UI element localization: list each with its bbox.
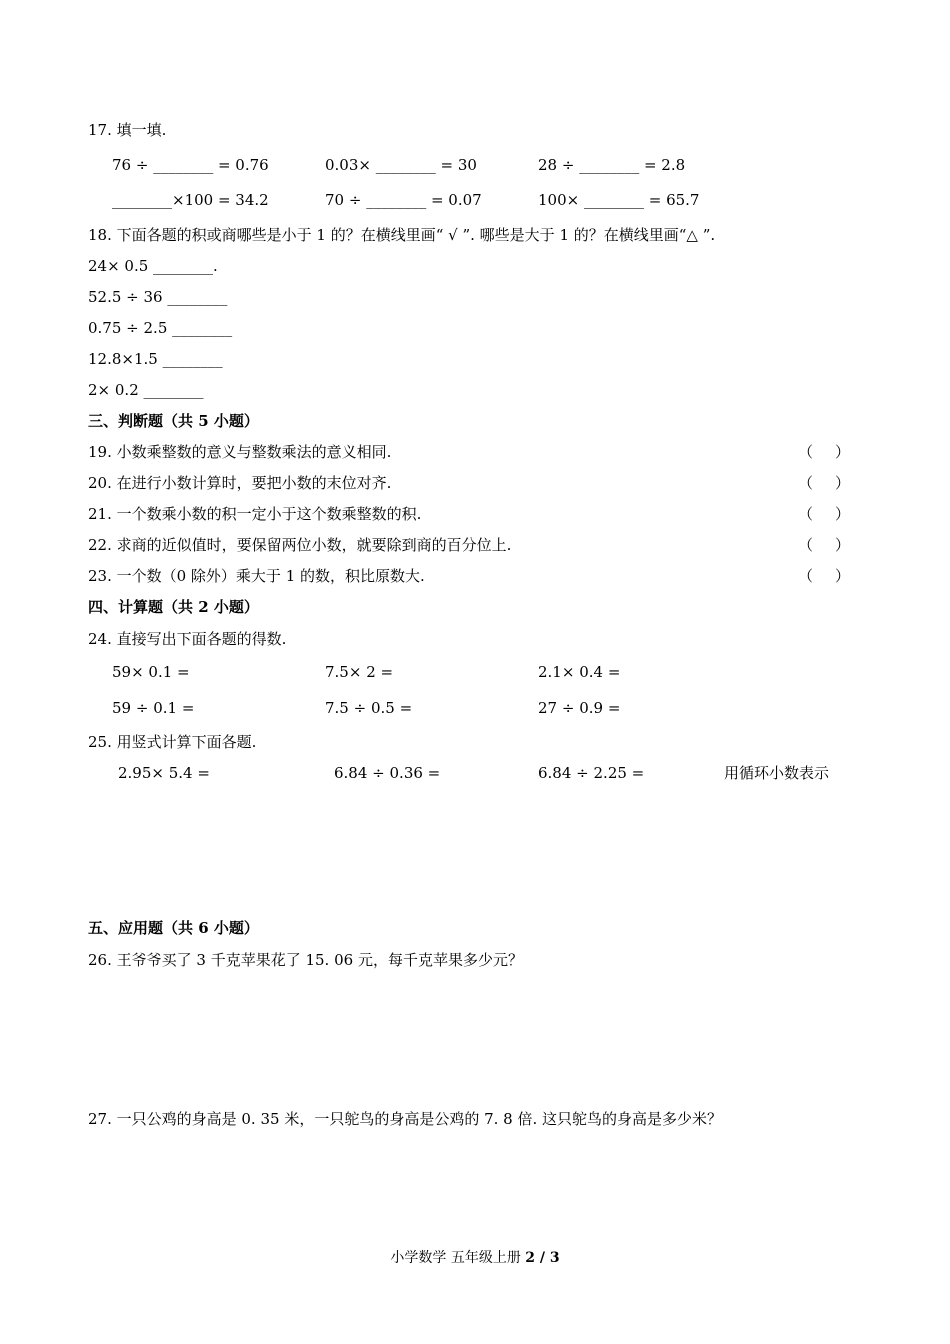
q17-title: 17. 填一填. [88, 121, 167, 139]
q25-item-2: 6.84 ÷ 0.36 = [334, 764, 441, 782]
q23-answer-parens: （ ） [798, 567, 850, 585]
q22-answer-parens: （ ） [798, 536, 850, 554]
q17-blank-2: 0.03× ________ = 30 [325, 156, 477, 174]
q24-item-1: 59× 0.1 = [112, 663, 190, 681]
q17-blank-1: 76 ÷ ________ = 0.76 [112, 156, 269, 174]
q24-title: 24. 直接写出下面各题的得数. [88, 630, 287, 648]
q25-item-1: 2.95× 5.4 = [118, 764, 210, 782]
q24-item-5: 7.5 ÷ 0.5 = [325, 699, 413, 717]
q18-title: 18. 下面各题的积或商哪些是小于 1 的？在横线里画“ √ ”. 哪些是大于 1 的？在横线里画“△ ”. [88, 226, 716, 244]
q20-text: 20. 在进行小数计算时，要把小数的末位对齐. [88, 474, 392, 492]
q21-text: 21. 一个数乘小数的积一定小于这个数乘整数的积. [88, 505, 422, 523]
q21-answer-parens: （ ） [798, 505, 850, 523]
q17-blank-4: ________×100 = 34.2 [112, 191, 269, 209]
q27-text: 27. 一只公鸡的身高是 0. 35 米，一只鸵鸟的身高是公鸡的 7. 8 倍. 这只鸵鸟的身高是多少米？ [88, 1110, 723, 1128]
q25-note: 用循环小数表示 [724, 764, 830, 782]
q24-item-4: 59 ÷ 0.1 = [112, 699, 195, 717]
section4-heading: 四、计算题（共 2 小题） [88, 598, 259, 616]
q17-blank-6: 100× ________ = 65.7 [538, 191, 700, 209]
q17-blank-5: 70 ÷ ________ = 0.07 [325, 191, 482, 209]
footer-text: 小学数学 五年级上册 [390, 1250, 526, 1266]
q24-item-2: 7.5× 2 = [325, 663, 394, 681]
q26-text: 26. 王爷爷买了 3 千克苹果花了 15. 06 元，每千克苹果多少元？ [88, 951, 523, 969]
q17-blank-3: 28 ÷ ________ = 2.8 [538, 156, 686, 174]
q18-item-4: 12.8×1.5 ________ [88, 350, 223, 368]
q18-item-5: 2× 0.2 ________ [88, 381, 204, 399]
q24-item-6: 27 ÷ 0.9 = [538, 699, 621, 717]
q20-answer-parens: （ ） [798, 474, 850, 492]
page-footer [0, 1247, 950, 1267]
q22-text: 22. 求商的近似值时，要保留两位小数，就要除到商的百分位上. [88, 536, 512, 554]
q19-text: 19. 小数乘整数的意义与整数乘法的意义相同. [88, 443, 392, 461]
q24-item-3: 2.1× 0.4 = [538, 663, 621, 681]
section3-heading: 三、判断题（共 5 小题） [88, 412, 259, 430]
q25-item-3: 6.84 ÷ 2.25 = [538, 764, 645, 782]
q18-item-2: 52.5 ÷ 36 ________ [88, 288, 228, 306]
q19-answer-parens: （ ） [798, 443, 850, 461]
section5-heading: 五、应用题（共 6 小题） [88, 919, 259, 937]
q23-text: 23. 一个数（0 除外）乘大于 1 的数，积比原数大. [88, 567, 425, 585]
q18-item-1: 24× 0.5 ________. [88, 257, 218, 275]
q25-title: 25. 用竖式计算下面各题. [88, 733, 257, 751]
q18-item-3: 0.75 ÷ 2.5 ________ [88, 319, 233, 337]
page-number: 2 / 3 [525, 1250, 560, 1266]
